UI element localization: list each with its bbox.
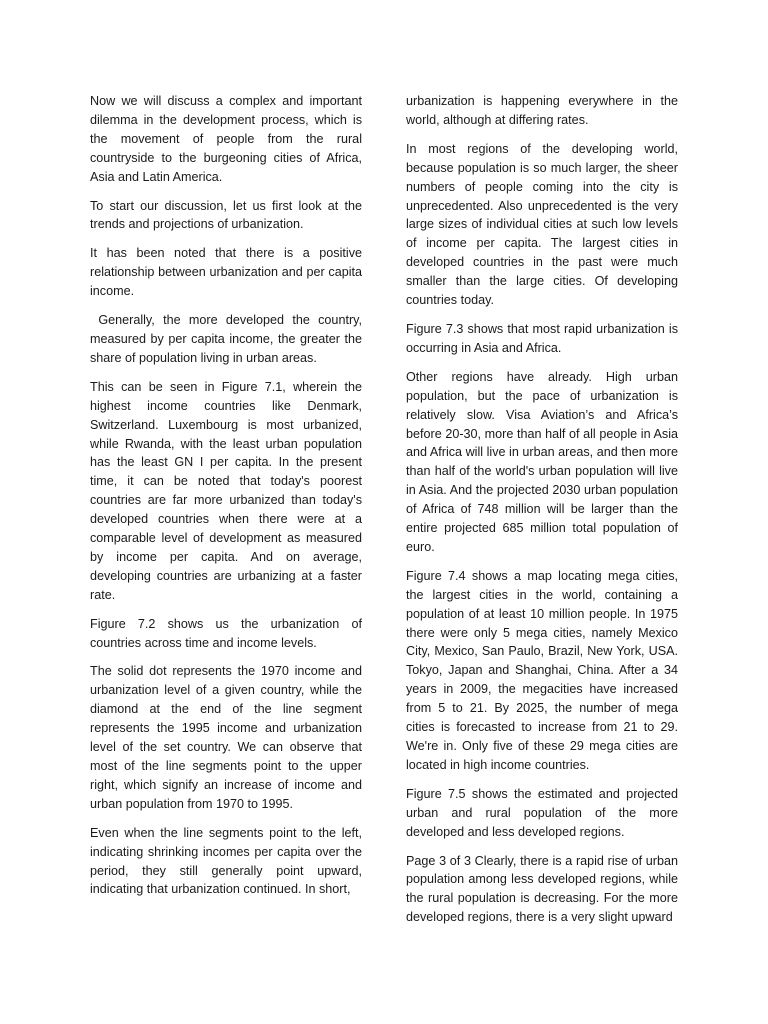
right-text-column	[406, 92, 678, 937]
paragraph: Even when the line segments point to the left, indicating shrinking incomes per capita over the period, they still generally point upward, indicating that urbanization continued. In short,	[90, 825, 362, 897]
paragraph: Other regions have already. High urban population, but the pace of urbanization is relatively slow. Visa Aviation’s and Africa’s before 20-30, more than half of all people in Asia and Africa will live in urban areas, and then more than half of the world's urban population will live in Asia. And the projected 2030 urban population of Africa of 748 million will be larger than the entire projected 685 million total population of euro.	[406, 369, 678, 554]
left-text-column	[90, 92, 366, 909]
paragraph: Page 3 of 3 Clearly, there is a rapid rise of urban population among less developed regions, while the rural population is decreasing. For the more developed regions, there is a very slight upward	[406, 853, 678, 925]
paragraph: Now we will discuss a complex and important dilemma in the development process, which is the movement of people from the rural countryside to the burgeoning cities of Africa, Asia and Latin America.	[90, 94, 362, 184]
paragraph: Figure 7.4 shows a map locating mega cities, the largest cities in the world, containing a population of at least 10 million people. In 1975 there were only 5 mega cities, namely Mexico City, Mexico, San Paulo, Brazil, New York, USA. Tokyo, Japan and Shanghai, China. After a 34 years in 2009, the megacities have increased from 5 to 21. By 2025, the number of mega cities is forecasted to increase from 21 to 29. We're in. Only five of these 29 mega cities are located in high income countries.	[406, 568, 678, 772]
paragraph: In most regions of the developing world, because population is so much larger, the sheer numbers of people coming into the city is unprecedented. Also unprecedented is the very large sizes of individual cities at such low levels of income per capita. The largest cities in developed countries in the past were much smaller than the large cities. Of developing countries today.	[406, 141, 678, 308]
paragraph: Figure 7.3 shows that most rapid urbanization is occurring in Asia and Africa.	[406, 321, 678, 355]
paragraph: urbanization is happening everywhere in the world, although at differing rates.	[406, 94, 678, 127]
paragraph: Figure 7.2 shows us the urbanization of countries across time and income levels.	[90, 616, 362, 650]
paragraph: This can be seen in Figure 7.1, wherein the highest income countries like Denmark, Switzerland. Luxembourg is most urbanized, while Rwanda, with the least urban population has the least GN I per capita. In the present time, it can be noted that today's poorest countries are far more urbanized than today's developed countries when there were at a comparable level of development as measured by income per capita. And on average, developing countries are urbanizing at a faster rate.	[90, 379, 362, 602]
paragraph: To start our discussion, let us first look at the trends and projections of urbanization.	[90, 198, 362, 232]
paragraph: It has been noted that there is a positive relationship between urbanization and per capita income.	[90, 246, 362, 299]
paragraph: Generally, the more developed the country, measured by per capita income, the greater the share of population living in urban areas.	[90, 313, 366, 365]
paragraph: Figure 7.5 shows the estimated and projected urban and rural population of the more developed and less developed regions.	[406, 786, 678, 839]
paragraph: The solid dot represents the 1970 income and urbanization level of a given country, while the diamond at the end of the line segment represents the 1995 income and urbanization level of the set country. We can observe that most of the line segments point to the upper right, which signify an increase of income and urban population from 1970 to 1995.	[90, 664, 362, 811]
